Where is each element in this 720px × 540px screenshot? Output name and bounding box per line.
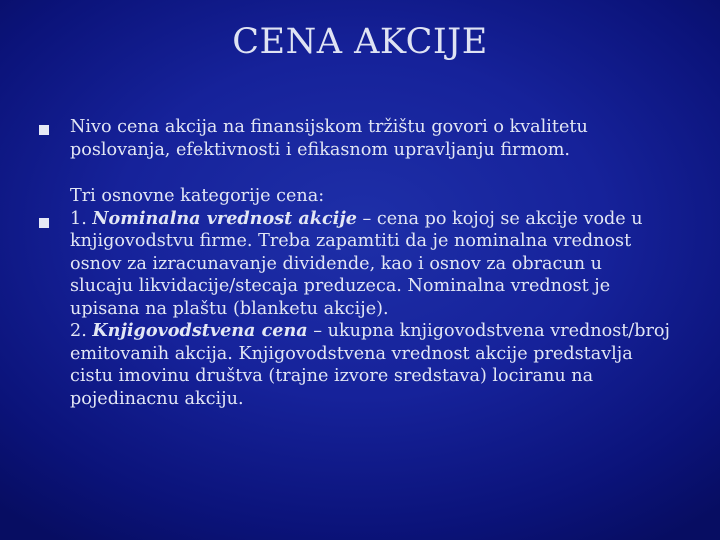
bullet-2-line: emitovanih akcija. Knjigovodstvena vrednost akcije predstavlja: [70, 343, 633, 364]
bullet-2-line: slucaju likvidacije/stecaja preduzeca. Nominalna vrednost je: [70, 276, 611, 296]
item-2-term: Knjigovodstvena cena: [92, 320, 308, 341]
bullet-2-line: osnov za izracunavanje dividende, kao i osnov za obracun u: [70, 253, 602, 274]
bullet-1-text: [70, 116, 670, 161]
bullet-square-icon: [39, 125, 49, 135]
item-1-term: Nominalna vrednost akcije: [92, 207, 357, 229]
slide-title: CENA AKCIJE: [232, 22, 488, 62]
bullet-2-line: knjigovodstvu firme. Treba zapamtiti da je nominalna vrednost: [70, 231, 632, 251]
bullet-2-item-2: [70, 320, 670, 343]
bullet-square-icon: [39, 218, 49, 228]
bullet-2-intro: Tri osnovne kategorije cena:: [70, 186, 325, 206]
bullet-2-item-1: [70, 208, 670, 231]
item-1-number: 1.: [70, 208, 87, 229]
bullet-1-line: Nivo cena akcija na finansijskom tržištu govori o kvalitetu: [70, 117, 588, 137]
item-2-text: – ukupna knjigovodstvena vrednost/broj: [313, 321, 670, 341]
bullet-2-text: [70, 185, 670, 410]
bullet-2-line: pojedinacnu akciju.: [70, 388, 244, 409]
bullet-2-line: cistu imovinu društva (trajne izvore sredstava) lociranu na: [70, 366, 594, 386]
item-1-text: – cena po kojoj se akcije vode u: [362, 208, 643, 229]
item-2-number: 2.: [70, 321, 87, 341]
bullet-2-line: upisana na plaštu (blanketu akcije).: [70, 298, 389, 319]
bullet-1-line: poslovanja, efektivnosti i efikasnom upravljanju firmom.: [70, 139, 571, 160]
